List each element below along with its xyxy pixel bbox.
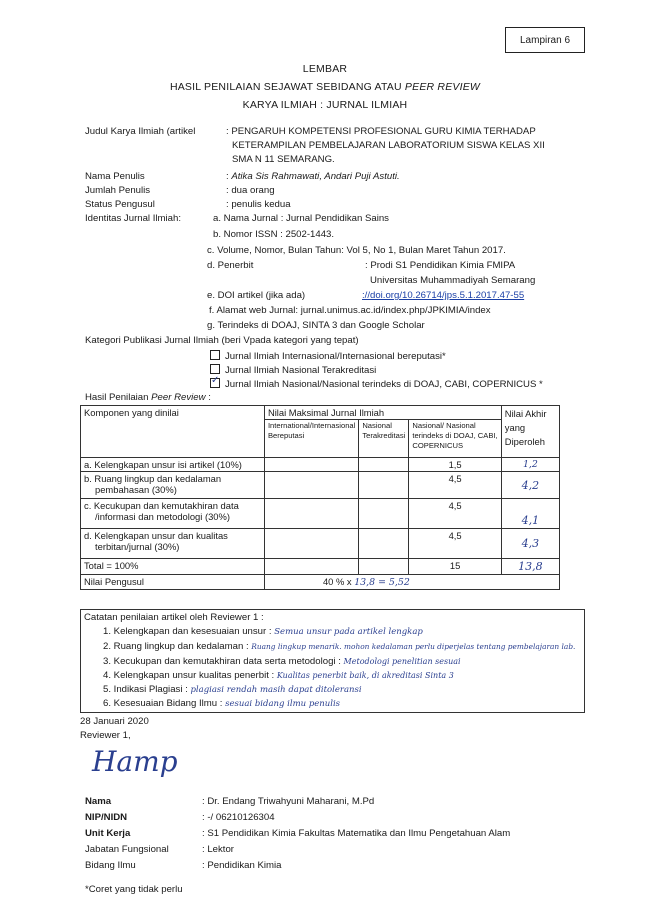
table-row-nilai-pengusul [81, 575, 560, 590]
catatan-item-4: 4. Kelengkapan unsur kualitas penerbit : Kualitas penerbit baik, di akreditasi Sinta 3 [103, 670, 454, 681]
row-akhir: 4,1 [501, 499, 559, 529]
kategori-label: Kategori Publikasi Jurnal Ilmiah (beri Vpada kategori yang tepat) [85, 335, 359, 346]
penerbit-value1: : Prodi S1 Pendidikan Kimia FMIPA [365, 260, 516, 271]
catatan-title: Catatan penilaian artikel oleh Reviewer 1 : [84, 612, 264, 623]
hasil-penilaian-label: Hasil Penilaian Peer Review : [85, 392, 211, 403]
row-komponen: d. Kelengkapan unsur dan kualitas terbitan/jurnal (30%) [81, 529, 265, 559]
status-pengusul-value: : penulis kedua [226, 199, 291, 210]
judul-line3: SMA N 11 SEMARANG. [232, 154, 335, 165]
catatan-item-5: 5. Indikasi Plagiasi : plagiasi rendah masih dapat ditoleransi [103, 684, 362, 695]
table-row-total [81, 559, 560, 575]
kategori-option-1[interactable]: Jurnal Ilmiah Internasional/Internasional bereputasi* [210, 350, 446, 362]
jurnal-volume: c. Volume, Nomor, Bulan Tahun: Vol 5, No 1, Bulan Maret Tahun 2017. [207, 245, 506, 256]
info-label-nama: Nama [85, 796, 112, 807]
table-row [81, 529, 560, 559]
nilai-pengusul-value: 40 % x 13,8 = 5,52 [264, 575, 559, 590]
kategori-option-3[interactable]: ✓Jurnal Ilmiah Nasional/Nasional terindeks di DOAJ, CABI, COPERNICUS * [210, 378, 543, 390]
info-value-jabatan: : Lektor [202, 844, 234, 855]
catatan-item-2: 2. Ruang lingkup dan kedalaman : Ruang lingkup menarik. mohon kedalaman perlu diperjelas tentang pembelajaran lab. [103, 641, 576, 652]
info-label-bidang: Bidang Ilmu [85, 860, 136, 871]
info-value-bidang: : Pendidikan Kimia [202, 860, 282, 871]
doi-label: e. DOI artikel (jika ada) [207, 290, 306, 301]
row-max: 1,5 [409, 458, 501, 472]
checkbox-icon[interactable] [210, 350, 220, 360]
total-akhir: 13,8 [501, 559, 559, 575]
total-max: 15 [409, 559, 501, 575]
kategori-option-2[interactable]: Jurnal Ilmiah Nasional Terakreditasi [210, 364, 376, 376]
row-komponen: c. Kecukupan dan kemutakhiran data /informasi dan metodologi (30%) [81, 499, 265, 529]
lampiran-box: Lampiran 6 [505, 27, 585, 53]
sub-internasional: International/Internasional Bereputasi [264, 420, 358, 458]
row-akhir: 1,2 [501, 458, 559, 472]
row-akhir: 4,2 [501, 472, 559, 499]
catatan-item-3: 3. Kecukupan dan kemutakhiran data serta metodologi : Metodologi penelitian sesuai [103, 656, 461, 667]
reviewer-signature: Hamp [92, 745, 178, 778]
judul-line2: KETERAMPILAN PEMBELAJARAN LABORATORIUM SISWA KELAS XII [232, 140, 545, 151]
reviewer-label: Reviewer 1, [80, 730, 131, 741]
catatan-item-1: 1. Kelengkapan dan kesesuaian unsur : Semua unsur pada artikel lengkap [103, 626, 423, 637]
sub-nasional-terakreditasi: Nasional Terakreditasi [359, 420, 409, 458]
info-value-nama: : Dr. Endang Triwahyuni Maharani, M.Pd [202, 796, 375, 807]
table-row [81, 458, 560, 472]
nilai-pengusul-label: Nilai Pengusul [81, 575, 265, 590]
checkbox-icon[interactable] [210, 364, 220, 374]
row-akhir: 4,3 [501, 529, 559, 559]
info-label-jabatan: Jabatan Fungsional [85, 844, 169, 855]
header-line1: LEMBAR [302, 63, 348, 75]
col-komponen: Komponen yang dinilai [81, 406, 265, 458]
header-line2: HASIL PENILAIAN SEJAWAT SEBIDANG ATAU PEER REVIEW [169, 81, 481, 93]
row-max: 4,5 [409, 472, 501, 499]
row-komponen: b. Ruang lingkup dan kedalaman pembahasan (30%) [81, 472, 265, 499]
header-line3: KARYA ILMIAH : JURNAL ILMIAH [242, 99, 408, 111]
jumlah-penulis-value: : dua orang [226, 185, 275, 196]
jurnal-indeks: g. Terindeks di DOAJ, SINTA 3 dan Google Scholar [207, 320, 425, 331]
info-label-nip: NIP/NIDN [85, 812, 128, 823]
jumlah-penulis-label: Jumlah Penulis [85, 185, 151, 196]
col-nilai-maksimal: Nilai Maksimal Jurnal Ilmiah [264, 406, 501, 420]
score-table [80, 405, 560, 590]
identitas-jurnal-label: Identitas Jurnal Ilmiah: [85, 213, 181, 224]
review-date: 28 Januari 2020 [80, 716, 149, 727]
judul-label: Judul Karya Ilmiah (artikel [85, 126, 196, 137]
status-pengusul-label: Status Pengusul [85, 199, 155, 210]
doi-link[interactable]: ://doi.org/10.26714/jps.5.1.2017.47-55 [362, 290, 525, 301]
judul-line1: : PENGARUH KOMPETENSI PROFESIONAL GURU KIMIA TERHADAP [226, 126, 536, 137]
jurnal-nama: a. Nama Jurnal : Jurnal Pendidikan Sains [213, 213, 389, 224]
info-value-unit: : S1 Pendidikan Kimia Fakultas Matematika dan Ilmu Pengetahuan Alam [202, 828, 511, 839]
row-max: 4,5 [409, 529, 501, 559]
row-komponen: a. Kelengkapan unsur isi artikel (10%) [81, 458, 265, 472]
table-row [81, 499, 560, 529]
col-nilai-akhir: Nilai Akhir yang Diperoleh [501, 406, 559, 458]
row-max: 4,5 [409, 499, 501, 529]
penerbit-value2: Universitas Muhammadiyah Semarang [370, 275, 536, 286]
catatan-item-6: 6. Kesesuaian Bidang Ilmu : sesuai bidang ilmu penulis [103, 698, 341, 709]
table-row [81, 472, 560, 499]
footnote: *Coret yang tidak perlu [85, 884, 183, 895]
sub-nasional-terindeks: Nasional/ Nasional terindeks di DOAJ, CABI, COPERNICUS [409, 420, 501, 458]
info-label-unit: Unit Kerja [85, 828, 131, 839]
penerbit-label: d. Penerbit [207, 260, 254, 271]
checked-checkbox-icon[interactable] [210, 378, 220, 388]
total-label: Total = 100% [81, 559, 265, 575]
jurnal-web: f. Alamat web Jurnal: jurnal.unimus.ac.id/index.php/JPKIMIA/index [209, 305, 491, 316]
nama-penulis-label: Nama Penulis [85, 171, 145, 182]
jurnal-issn: b. Nomor ISSN : 2502-1443. [213, 229, 335, 240]
info-value-nip: : -/ 06210126304 [202, 812, 275, 823]
nama-penulis-value: : Atika Sis Rahmawati, Andari Puji Astuti. [226, 171, 400, 182]
